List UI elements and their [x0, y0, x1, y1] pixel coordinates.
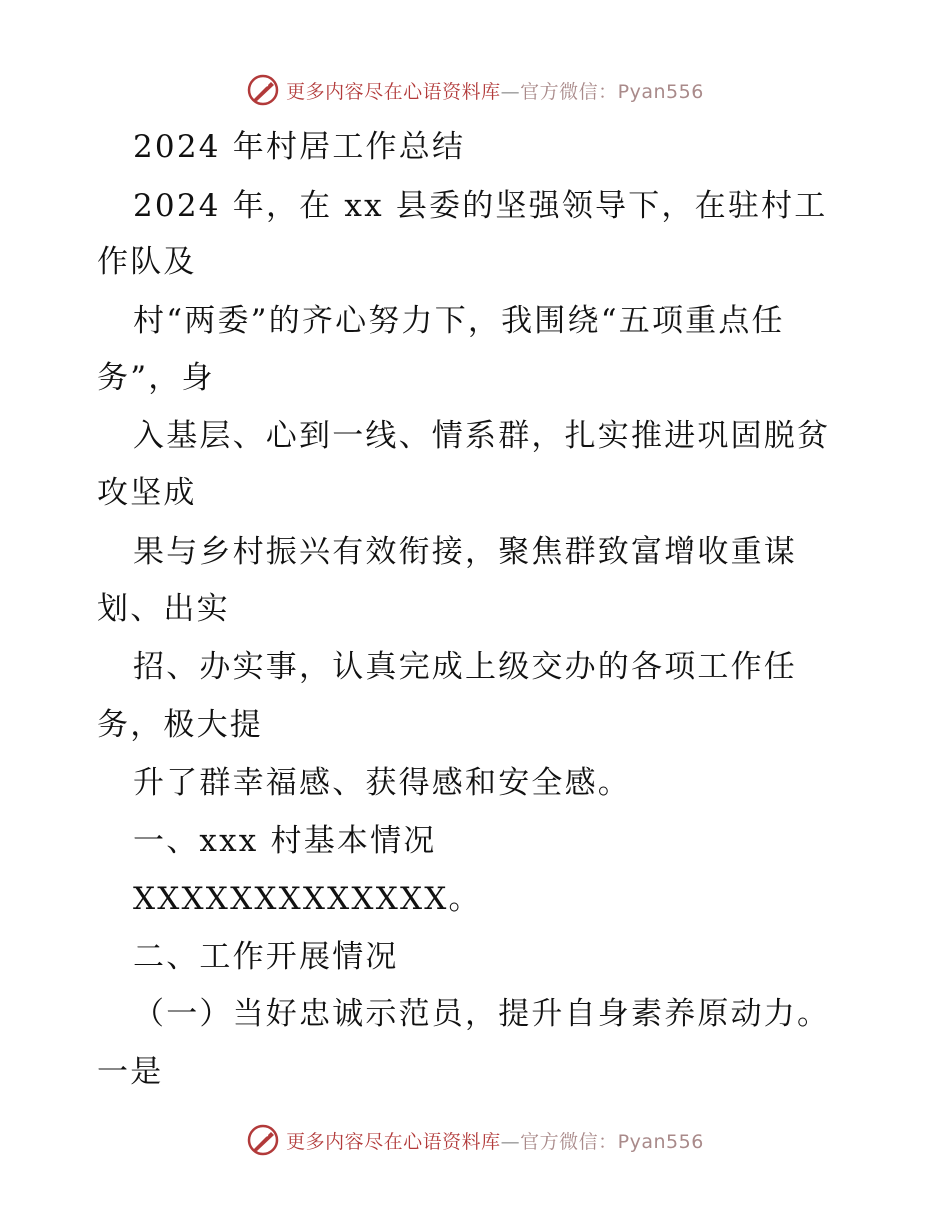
- paragraph-line: 划、出实: [97, 591, 230, 627]
- quill-logo-icon: [246, 1123, 280, 1157]
- section-heading: 二、工作开展情况: [133, 939, 399, 975]
- paragraph-line: 一是: [97, 1054, 164, 1090]
- document-title: 2024 年村居工作总结: [133, 129, 466, 165]
- watermark-dash: —: [500, 80, 521, 103]
- paragraph-line: 务”，身: [97, 360, 215, 396]
- paragraph-line: XXXXXXXXXXXXX。: [133, 881, 482, 917]
- watermark-banner-bottom: [0, 1120, 950, 1160]
- quill-logo-icon: [246, 73, 280, 107]
- paragraph-line: 果与乡村振兴有效衔接，聚焦群致富增收重谋: [133, 534, 797, 570]
- watermark-banner-top: [0, 70, 950, 110]
- watermark-wechat-text: 官方微信：Pyan556: [520, 80, 704, 103]
- watermark-wechat-text: 官方微信：Pyan556: [520, 1130, 704, 1153]
- watermark-text: [286, 1127, 704, 1154]
- paragraph-line: 招、办实事，认真完成上级交办的各项工作任: [133, 649, 797, 685]
- watermark-site-text: 更多内容尽在心语资料库: [286, 80, 501, 103]
- watermark-dash: —: [500, 1130, 521, 1153]
- section-heading: 一、xxx 村基本情况: [133, 823, 437, 859]
- paragraph-line: 攻坚成: [97, 475, 197, 511]
- paragraph-line: 作队及: [97, 244, 197, 280]
- paragraph-line: 村“两委”的齐心努力下，我围绕“五项重点任: [133, 303, 785, 339]
- subsection-heading: （一）当好忠诚示范员，提升自身素养原动力。: [133, 996, 831, 1032]
- paragraph-line: 2024 年，在 xx 县委的坚强领导下，在驻村工: [133, 188, 828, 224]
- paragraph-line: 入基层、心到一线、情系群，扎实推进巩固脱贫: [133, 418, 831, 454]
- watermark-site-text: 更多内容尽在心语资料库: [286, 1130, 501, 1153]
- paragraph-line: 升了群幸福感、获得感和安全感。: [133, 765, 631, 801]
- watermark-text: [286, 77, 704, 104]
- paragraph-line: 务，极大提: [97, 707, 263, 743]
